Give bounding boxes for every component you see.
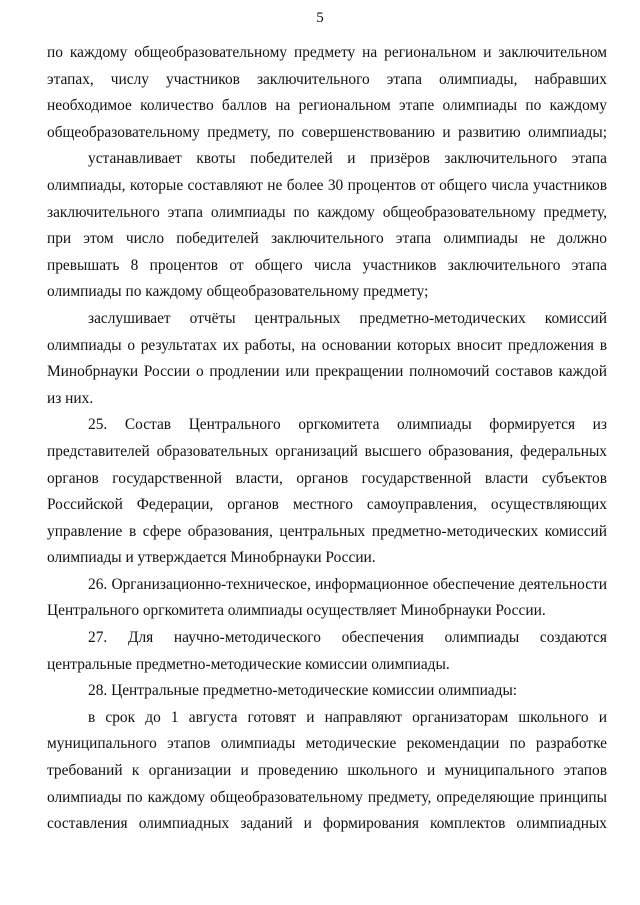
text-line: общеобразовательному предмету, по совершенствованию и развитию олимпиады; bbox=[47, 123, 607, 141]
text-line: 28. Центральные предметно-методические комиссии олимпиады: bbox=[88, 682, 518, 700]
text-line: 26. Организационно-техническое, информационное обеспечение деятельности bbox=[88, 575, 607, 593]
text-line: олимпиады о результатах их работы, на основании которых вносит предложения в bbox=[47, 336, 607, 354]
text-line: представителей образовательных организаций высшего образования, федеральных bbox=[47, 442, 607, 460]
text-line: устанавливает квоты победителей и призёров заключительного этапа bbox=[88, 150, 607, 168]
page-number: 5 bbox=[316, 10, 324, 26]
text-line: из них. bbox=[47, 389, 94, 407]
text-line: 27. Для научно-методического обеспечения олимпиады создаются bbox=[88, 629, 607, 647]
text-line: 25. Состав Центрального оргкомитета олимпиады формируется из bbox=[88, 416, 607, 434]
text-line: по каждому общеобразовательному предмету на региональном и заключительном bbox=[47, 44, 607, 61]
document-body bbox=[47, 40, 607, 838]
text-line: требований к организации и проведению школьного и муниципального этапов bbox=[47, 762, 607, 780]
text-line: олимпиады, которые составляют не более 30 процентов от общего числа участников bbox=[47, 176, 607, 194]
text-line: необходимое количество баллов на региональном этапе олимпиады по каждому bbox=[47, 97, 607, 115]
text-line: олимпиады по каждому общеобразовательному предмету, определяющие принципы bbox=[47, 788, 607, 806]
text-line: центральные предметно-методические комиссии олимпиады. bbox=[47, 655, 450, 673]
text-line: составления олимпиадных заданий и формирования комплектов олимпиадных bbox=[47, 815, 607, 833]
text-line: органов государственной власти, органов государственной власти субъектов bbox=[47, 469, 607, 487]
text-line: Минобрнауки России о продлении или прекращении полномочий составов каждой bbox=[47, 363, 607, 381]
text-line: олимпиады по каждому общеобразовательному предмету; bbox=[47, 283, 429, 301]
text-line: этапах, числу участников заключительного этапа олимпиады, набравших bbox=[47, 70, 607, 88]
text-line: управление в сфере образования, центральных предметно-методических комиссий bbox=[47, 522, 607, 540]
text-line: олимпиады и утверждается Минобрнауки России. bbox=[47, 549, 376, 567]
text-line: Центрального оргкомитета олимпиады осуществляет Минобрнауки России. bbox=[47, 602, 546, 620]
text-line: в срок до 1 августа готовят и направляют организаторам школьного и bbox=[88, 708, 607, 726]
text-line: заключительного этапа олимпиады по каждому общеобразовательному предмету, bbox=[47, 203, 607, 221]
text-line: заслушивает отчёты центральных предметно-методических комиссий bbox=[88, 309, 607, 327]
text-line: при этом число победителей заключительного этапа олимпиады не должно bbox=[47, 230, 607, 248]
text-line: Российской Федерации, органов местного самоуправления, осуществляющих bbox=[47, 496, 607, 514]
text-line: муниципального этапов олимпиады методические рекомендации по разработке bbox=[47, 735, 607, 753]
text-line: превышать 8 процентов от общего числа участников заключительного этапа bbox=[47, 256, 607, 274]
